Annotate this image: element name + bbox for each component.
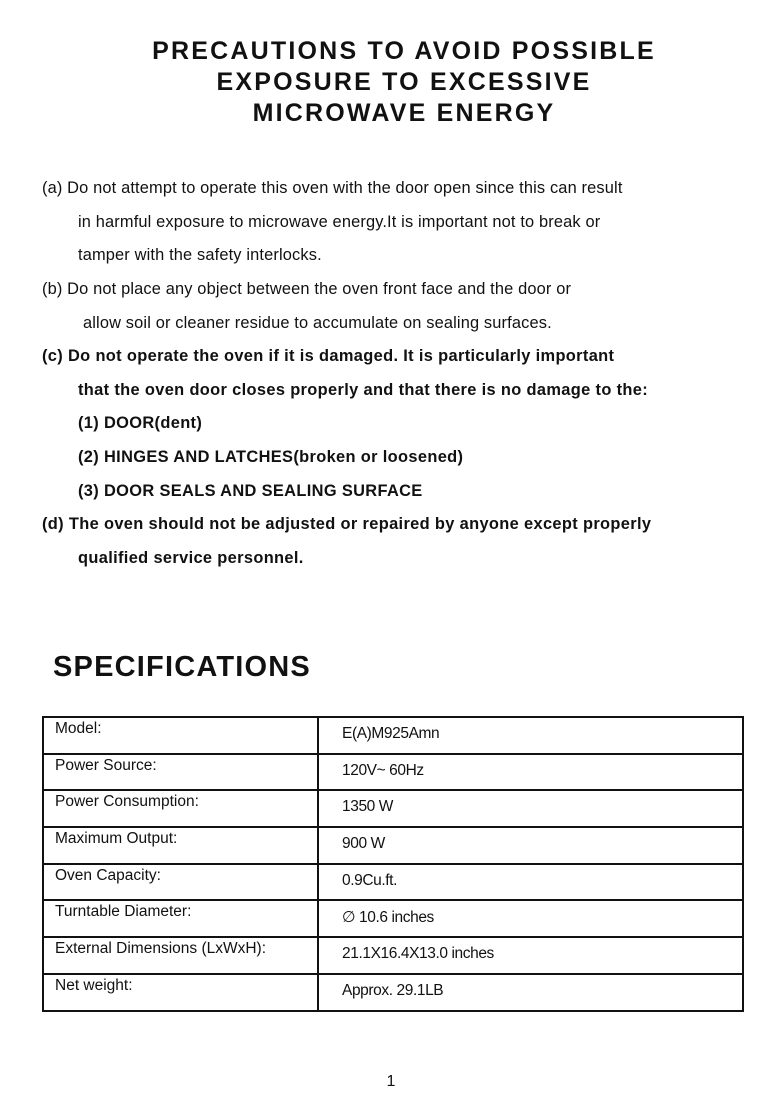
precautions-title-line-2: EXPOSURE TO EXCESSIVE [216, 68, 592, 96]
precaution-a-line-3: tamper with the safety interlocks. [78, 246, 322, 264]
page-number: 1 [386, 1073, 396, 1090]
spec-value: E(A)M925Amn [318, 717, 743, 754]
spec-label: Oven Capacity: [43, 864, 318, 901]
precaution-c-line-1: (c) Do not operate the oven if it is damaged. It is particularly important [42, 347, 615, 365]
precaution-c-item-1: (1) DOOR(dent) [78, 414, 203, 432]
spec-label: Maximum Output: [43, 827, 318, 864]
table-row [43, 937, 743, 974]
spec-label: Power Consumption: [43, 790, 318, 827]
table-row [43, 790, 743, 827]
precaution-a-line-1: (a) Do not attempt to operate this oven with the door open since this can result [42, 179, 623, 197]
precaution-c-line-2: that the oven door closes properly and that there is no damage to the: [78, 381, 649, 399]
precautions-title-line-1: PRECAUTIONS TO AVOID POSSIBLE [152, 37, 656, 65]
precaution-d-line-1: (d) The oven should not be adjusted or repaired by anyone except properly [42, 515, 652, 533]
spec-label: Model: [43, 717, 318, 754]
spec-value: ∅ 10.6 inches [318, 900, 743, 937]
spec-value: 120V~ 60Hz [318, 754, 743, 791]
table-row [43, 717, 743, 754]
spec-label: Power Source: [43, 754, 318, 791]
precaution-b-line-1: (b) Do not place any object between the oven front face and the door or [42, 280, 572, 298]
precaution-c-item-2: (2) HINGES AND LATCHES(broken or loosened) [78, 448, 464, 466]
spec-label: Turntable Diameter: [43, 900, 318, 937]
precautions-title [0, 36, 782, 129]
spec-value: 900 W [318, 827, 743, 864]
precaution-d-line-2: qualified service personnel. [78, 549, 304, 567]
table-row [43, 864, 743, 901]
table-row [43, 827, 743, 864]
specifications-table [42, 716, 744, 1012]
spec-value: 1350 W [318, 790, 743, 827]
table-row [43, 900, 743, 937]
spec-label: Net weight: [43, 974, 318, 1011]
precaution-b-line-2: allow soil or cleaner residue to accumulate on sealing surfaces. [83, 314, 552, 332]
precaution-c-item-3: (3) DOOR SEALS AND SEALING SURFACE [78, 482, 423, 500]
table-row [43, 974, 743, 1011]
specifications-heading: SPECIFICATIONS [53, 651, 311, 683]
table-row [43, 754, 743, 791]
spec-label: External Dimensions (LxWxH): [43, 937, 318, 974]
spec-value: 21.1X16.4X13.0 inches [318, 937, 743, 974]
spec-value: Approx. 29.1LB [318, 974, 743, 1011]
precaution-a-line-2: in harmful exposure to microwave energy.It is important not to break or [78, 213, 601, 231]
spec-value: 0.9Cu.ft. [318, 864, 743, 901]
precautions-title-line-3: MICROWAVE ENERGY [252, 99, 556, 127]
